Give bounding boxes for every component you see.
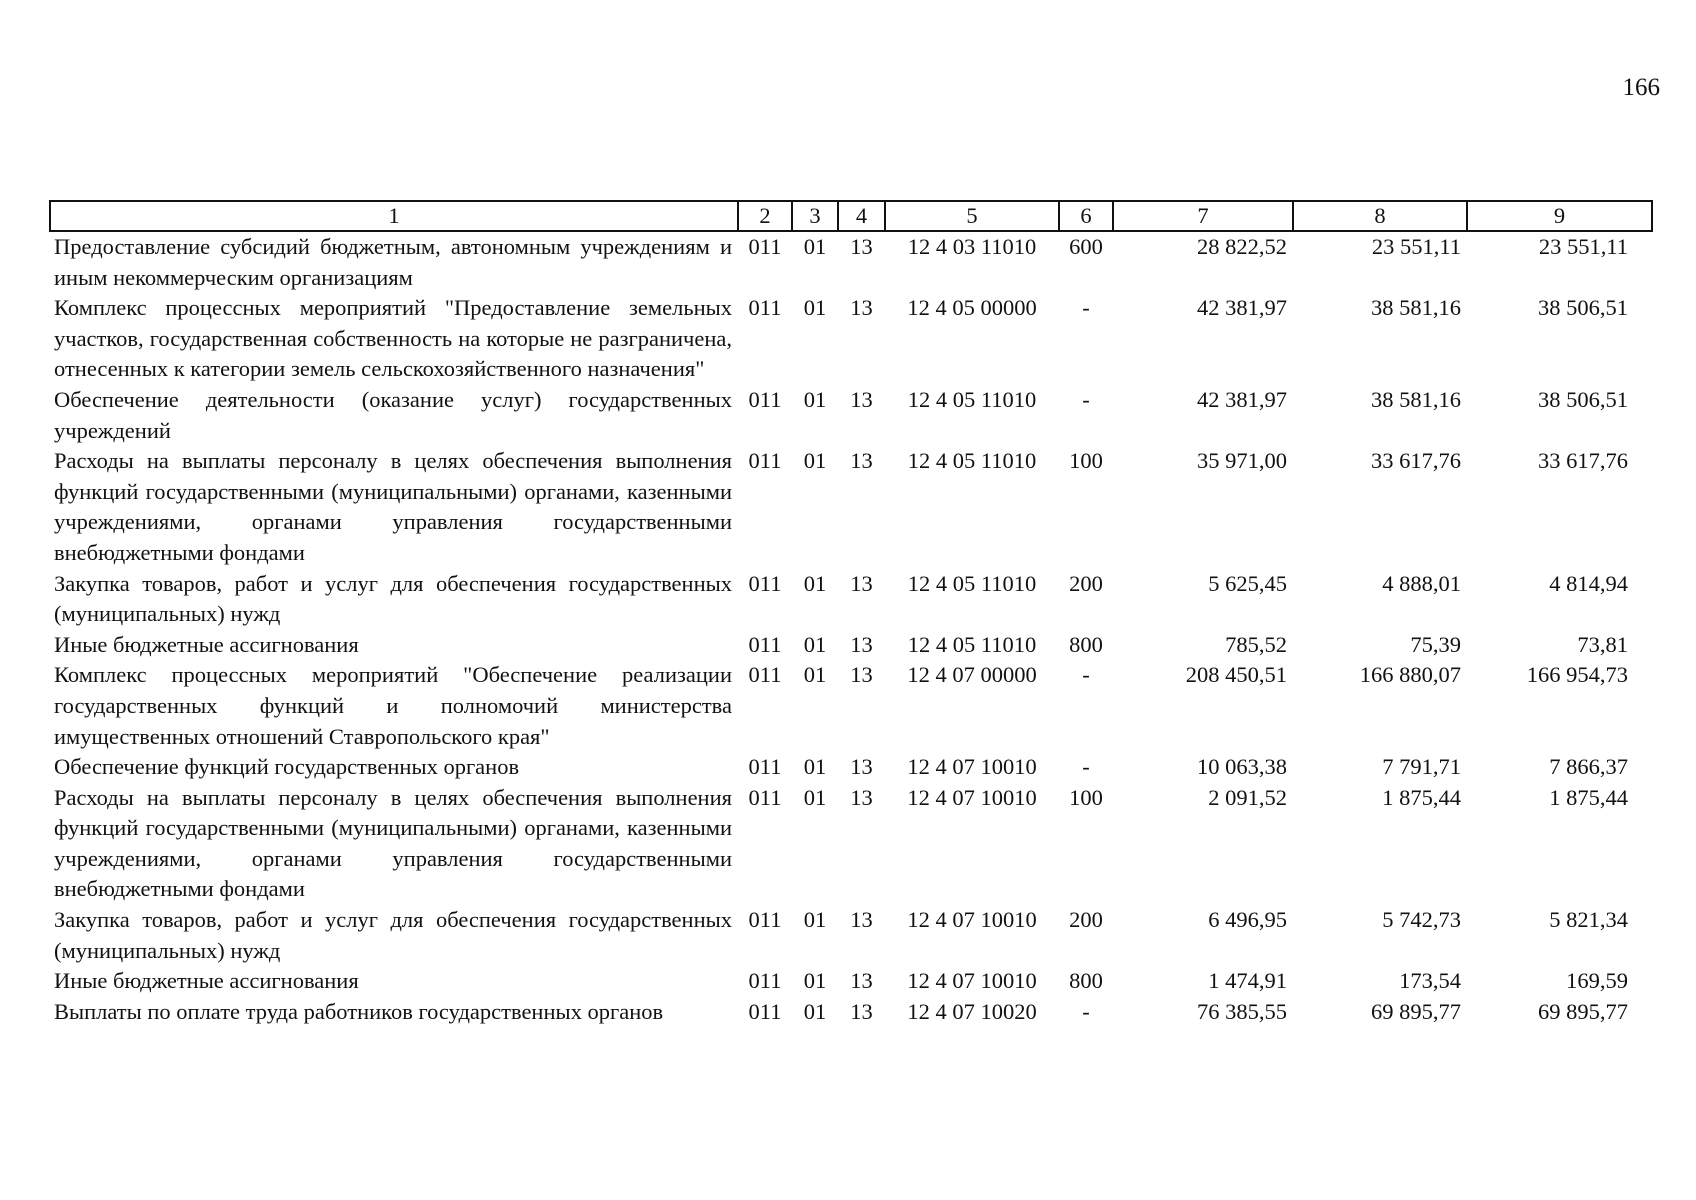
target-article-code: 12 4 05 11010 xyxy=(907,448,1037,474)
section-code: 01 xyxy=(803,448,827,474)
row-name: Предоставление субсидий бюджетным, автономным учреждениям и иным некоммерческим организациям xyxy=(54,234,732,290)
amount-col-7: 28 822,52 xyxy=(1197,234,1287,259)
ministry-code: 011 xyxy=(748,386,782,412)
subsection-code: 13 xyxy=(850,754,873,780)
amount-col-8: 7 791,71 xyxy=(1382,754,1461,780)
section-code: 01 xyxy=(803,234,827,259)
row-name: Обеспечение деятельности (оказание услуг) государственных учреждений xyxy=(54,386,732,443)
target-article-code: 12 4 07 10020 xyxy=(907,998,1037,1024)
row-name: Закупка товаров, работ и услуг для обеспечения государственных (муниципальных) нужд xyxy=(54,570,732,627)
header-col-8: 8 xyxy=(1293,201,1467,231)
amount-col-9: 33 617,76 xyxy=(1538,448,1628,474)
amount-col-9: 7 866,37 xyxy=(1549,754,1628,780)
amount-col-7: 42 381,97 xyxy=(1197,295,1287,321)
target-article-code: 12 4 05 11010 xyxy=(907,386,1037,412)
expense-type-code: - xyxy=(1082,386,1090,412)
subsection-code: 13 xyxy=(850,295,873,321)
target-article-code: 12 4 07 10010 xyxy=(907,968,1037,994)
table-row xyxy=(50,783,1652,905)
row-name: Расходы на выплаты персоналу в целях обеспечения выполнения функций государственными (муниципальными) органами, казенными учреждениями, органами управления государственными внебюджетными фондами xyxy=(54,448,732,565)
row-name: Расходы на выплаты персоналу в целях обеспечения выполнения функций государственными (муниципальными) органами, казенными учреждениями, органами управления государственными внебюджетными фондами xyxy=(54,784,732,902)
table-row xyxy=(50,231,1652,293)
amount-col-9: 169,59 xyxy=(1566,968,1628,994)
table-row xyxy=(50,446,1652,568)
ministry-code: 011 xyxy=(748,448,782,474)
ministry-code: 011 xyxy=(748,998,782,1024)
header-col-9: 9 xyxy=(1467,201,1652,231)
amount-col-7: 6 496,95 xyxy=(1208,907,1287,933)
table-row xyxy=(50,630,1652,661)
row-name: Комплекс процессных мероприятий "Предоставление земельных участков, государственная собственность на которые не разграничена, отнесенных к категории земель сельскохозяйственного назначения" xyxy=(54,295,732,382)
expense-type-code: 800 xyxy=(1069,968,1103,994)
target-article-code: 12 4 07 10010 xyxy=(907,784,1037,810)
header-col-7: 7 xyxy=(1113,201,1293,231)
amount-col-8: 69 895,77 xyxy=(1371,998,1461,1024)
amount-col-9: 38 506,51 xyxy=(1538,386,1628,412)
table-body xyxy=(50,231,1652,1027)
subsection-code: 13 xyxy=(850,784,873,810)
expense-type-code: 200 xyxy=(1069,907,1103,933)
ministry-code: 011 xyxy=(748,631,782,657)
target-article-code: 12 4 07 10010 xyxy=(907,754,1037,780)
ministry-code: 011 xyxy=(748,754,782,780)
amount-col-7: 785,52 xyxy=(1225,631,1287,657)
ministry-code: 011 xyxy=(748,907,782,933)
section-code: 01 xyxy=(803,662,827,688)
expense-type-code: - xyxy=(1082,662,1090,688)
section-code: 01 xyxy=(803,386,827,412)
expense-type-code: 600 xyxy=(1069,234,1103,259)
subsection-code: 13 xyxy=(850,448,873,474)
amount-col-8: 1 875,44 xyxy=(1382,784,1461,810)
amount-col-9: 38 506,51 xyxy=(1538,295,1628,321)
subsection-code: 13 xyxy=(850,570,873,596)
table-header xyxy=(50,201,1652,231)
row-name: Иные бюджетные ассигнования xyxy=(54,631,359,657)
expense-type-code: - xyxy=(1082,754,1090,780)
row-name: Иные бюджетные ассигнования xyxy=(54,968,359,994)
header-col-2: 2 xyxy=(738,201,792,231)
amount-col-7: 2 091,52 xyxy=(1208,784,1287,810)
table-row xyxy=(50,905,1652,966)
subsection-code: 13 xyxy=(850,907,873,933)
ministry-code: 011 xyxy=(748,662,782,688)
expense-type-code: - xyxy=(1082,295,1090,321)
table-row xyxy=(50,569,1652,630)
subsection-code: 13 xyxy=(850,662,873,688)
ministry-code: 011 xyxy=(748,570,782,596)
amount-col-8: 33 617,76 xyxy=(1371,448,1461,474)
section-code: 01 xyxy=(803,295,827,321)
ministry-code: 011 xyxy=(748,784,782,810)
table-row xyxy=(50,997,1652,1028)
expense-type-code: - xyxy=(1082,998,1090,1024)
target-article-code: 12 4 07 10010 xyxy=(907,907,1037,933)
amount-col-8: 23 551,11 xyxy=(1371,234,1461,259)
amount-col-7: 35 971,00 xyxy=(1197,448,1287,474)
table-row xyxy=(50,966,1652,997)
row-name: Обеспечение функций государственных органов xyxy=(54,754,520,780)
amount-col-9: 69 895,77 xyxy=(1538,998,1628,1024)
header-col-1: 1 xyxy=(50,201,738,231)
page-number: 166 xyxy=(1622,74,1660,101)
row-name: Комплекс процессных мероприятий "Обеспечение реализации государственных функций и полномочий министерства имущественных отношений Ставропольского края" xyxy=(54,662,732,749)
amount-col-8: 5 742,73 xyxy=(1382,907,1461,933)
amount-col-9: 4 814,94 xyxy=(1549,570,1628,596)
amount-col-9: 23 551,11 xyxy=(1538,234,1628,259)
amount-col-7: 1 474,91 xyxy=(1208,968,1287,994)
subsection-code: 13 xyxy=(850,234,873,259)
amount-col-7: 42 381,97 xyxy=(1197,386,1287,412)
expense-type-code: 800 xyxy=(1069,631,1103,657)
amount-col-8: 75,39 xyxy=(1410,631,1461,657)
table-row xyxy=(50,660,1652,752)
table-row xyxy=(50,293,1652,385)
section-code: 01 xyxy=(803,998,827,1024)
section-code: 01 xyxy=(803,631,827,657)
expense-type-code: 100 xyxy=(1069,448,1103,474)
row-name: Закупка товаров, работ и услуг для обеспечения государственных (муниципальных) нужд xyxy=(54,907,732,963)
ministry-code: 011 xyxy=(748,295,782,321)
amount-col-9: 5 821,34 xyxy=(1549,907,1628,933)
section-code: 01 xyxy=(803,754,827,780)
target-article-code: 12 4 03 11010 xyxy=(907,234,1037,259)
section-code: 01 xyxy=(803,570,827,596)
subsection-code: 13 xyxy=(850,998,873,1024)
ministry-code: 011 xyxy=(748,968,782,994)
amount-col-7: 76 385,55 xyxy=(1197,998,1287,1024)
target-article-code: 12 4 05 00000 xyxy=(907,295,1037,321)
header-col-5: 5 xyxy=(885,201,1059,231)
section-code: 01 xyxy=(803,784,827,810)
amount-col-9: 73,81 xyxy=(1577,631,1628,657)
expense-type-code: 100 xyxy=(1069,784,1103,810)
header-col-6: 6 xyxy=(1059,201,1113,231)
header-col-3: 3 xyxy=(792,201,838,231)
target-article-code: 12 4 07 00000 xyxy=(907,662,1037,688)
section-code: 01 xyxy=(803,968,827,994)
amount-col-7: 5 625,45 xyxy=(1208,570,1287,596)
ministry-code: 011 xyxy=(748,234,782,259)
subsection-code: 13 xyxy=(850,968,873,994)
subsection-code: 13 xyxy=(850,631,873,657)
amount-col-9: 166 954,73 xyxy=(1526,662,1628,688)
row-name: Выплаты по оплате труда работников государственных органов xyxy=(54,998,664,1024)
amount-col-7: 10 063,38 xyxy=(1197,754,1287,780)
amount-col-7: 208 450,51 xyxy=(1185,662,1287,688)
target-article-code: 12 4 05 11010 xyxy=(907,631,1037,657)
header-col-4: 4 xyxy=(838,201,885,231)
header-row xyxy=(50,201,1652,231)
amount-col-9: 1 875,44 xyxy=(1549,784,1628,810)
amount-col-8: 173,54 xyxy=(1399,968,1461,994)
amount-col-8: 166 880,07 xyxy=(1359,662,1461,688)
table-row xyxy=(50,385,1652,446)
table-row xyxy=(50,752,1652,783)
amount-col-8: 4 888,01 xyxy=(1382,570,1461,596)
amount-col-8: 38 581,16 xyxy=(1371,295,1461,321)
subsection-code: 13 xyxy=(850,386,873,412)
section-code: 01 xyxy=(803,907,827,933)
target-article-code: 12 4 05 11010 xyxy=(907,570,1037,596)
amount-col-8: 38 581,16 xyxy=(1371,386,1461,412)
budget-table xyxy=(49,200,1653,1027)
expense-type-code: 200 xyxy=(1069,570,1103,596)
